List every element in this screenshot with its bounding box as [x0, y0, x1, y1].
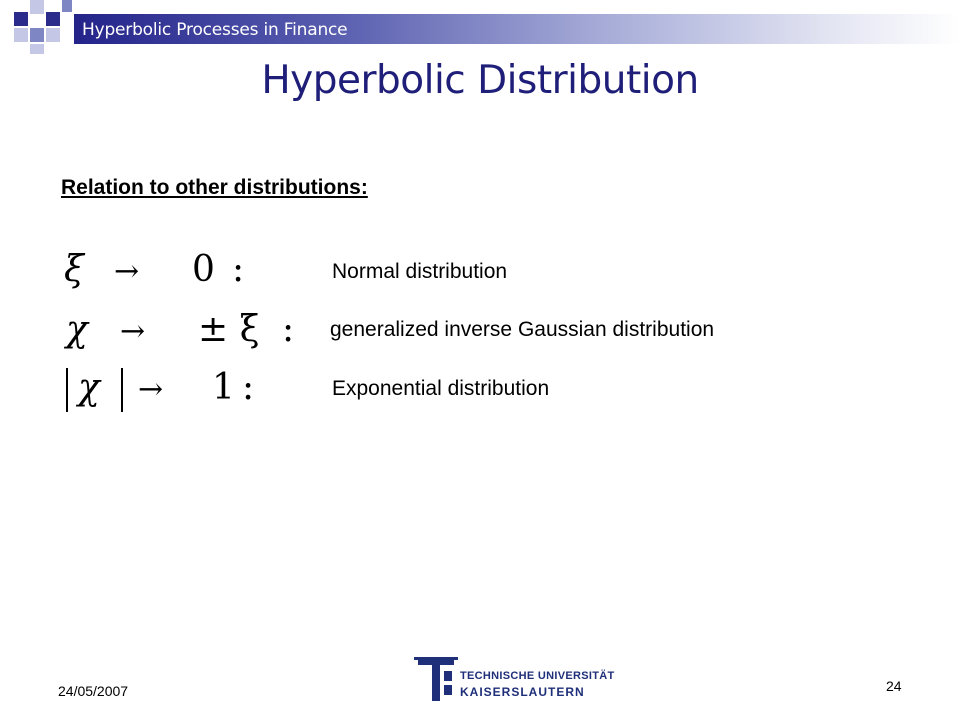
- xi-symbol: ξ: [64, 249, 84, 290]
- header-square-dark-2: [46, 12, 60, 26]
- arrow-icon: →: [120, 314, 146, 349]
- one-value: 1: [212, 367, 235, 408]
- section-heading: Relation to other distributions:: [61, 176, 368, 199]
- relation-label-normal: Normal distribution: [332, 260, 508, 283]
- relation-label-exponential: Exponential distribution: [332, 377, 550, 400]
- abs-bar-right: [121, 368, 123, 412]
- header-square-light: [30, 0, 44, 14]
- header-square-light-4: [30, 44, 44, 54]
- slide-title: Hyperbolic Distribution: [261, 58, 699, 103]
- logo-text-line2: KAISERSLAUTERN: [460, 685, 585, 699]
- relation-formula-2: [64, 310, 304, 350]
- header-square-light-3: [46, 28, 60, 42]
- colon: :: [282, 309, 295, 350]
- relation-formula-1: [62, 250, 262, 290]
- plus-minus-xi: ± ξ: [198, 309, 260, 350]
- abs-bar-left: [66, 368, 68, 412]
- zero-value: 0: [192, 249, 215, 290]
- arrow-icon: →: [138, 372, 164, 407]
- relation-label-gig: generalized inverse Gaussian distribution: [330, 318, 715, 341]
- relation-formula-3: [76, 368, 266, 408]
- arrow-icon: →: [114, 254, 140, 289]
- logo-text-line1: TECHNISCHE UNIVERSITÄT: [460, 670, 615, 682]
- header-title: Hyperbolic Processes in Finance: [82, 20, 348, 40]
- footer-date: 24/05/2007: [58, 683, 129, 699]
- page-number: 24: [886, 678, 902, 694]
- colon: :: [232, 249, 245, 290]
- header-square-light-2: [14, 28, 28, 42]
- header-square-dark: [14, 12, 28, 26]
- header-square-mid: [30, 28, 44, 42]
- header-square-mid-2: [62, 0, 72, 12]
- chi-symbol: χ: [66, 309, 88, 350]
- colon: :: [242, 367, 255, 408]
- chi-symbol: χ: [78, 367, 100, 408]
